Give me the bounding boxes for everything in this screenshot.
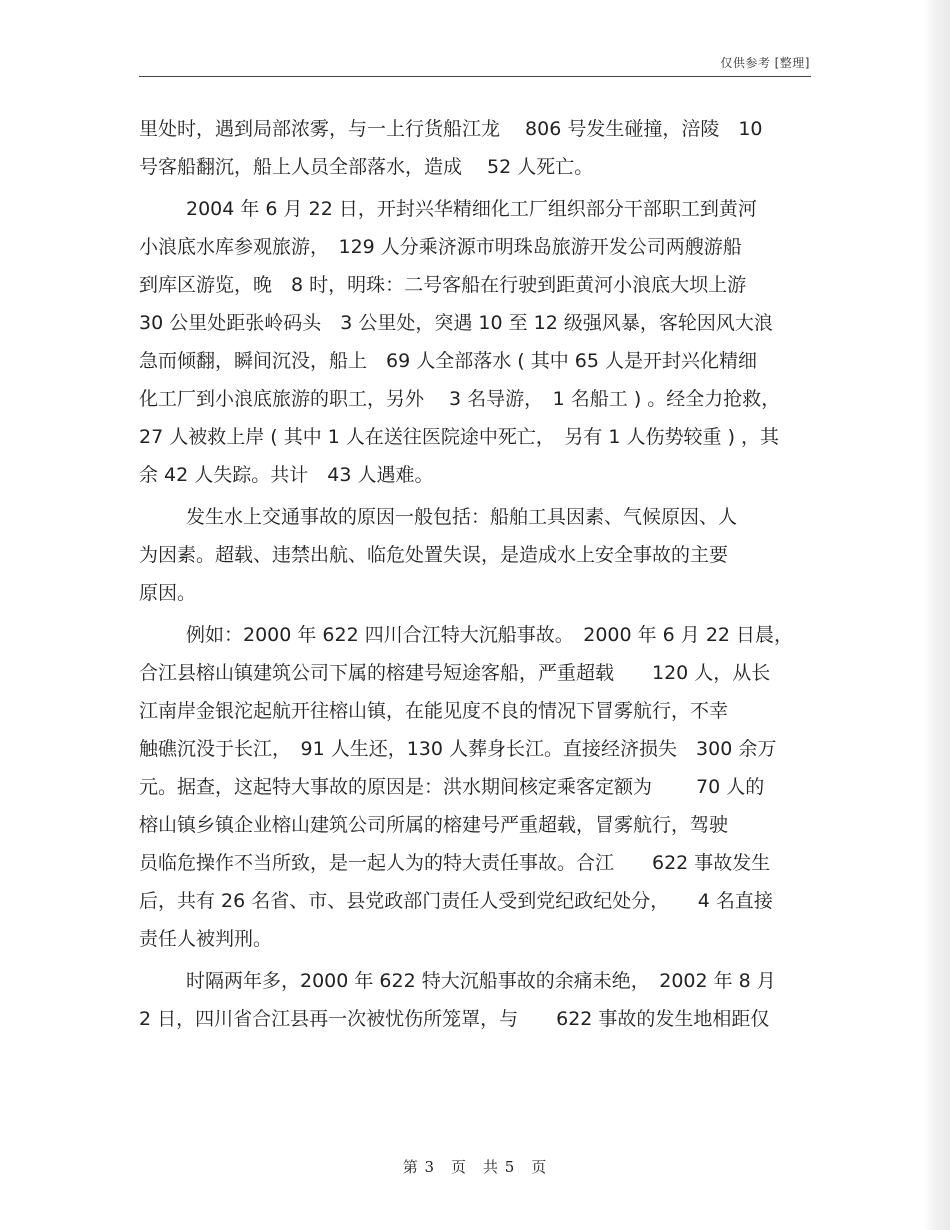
- text-line: 里处时，遇到局部浓雾，与一上行货船江龙 806 号发生碰撞，涪陵 10: [139, 118, 763, 140]
- text-line: 触礁沉没于长江， 91 人生还，130 人葬身长江。直接经济损失 300 余万: [139, 738, 777, 760]
- paragraph-start-line: 时隔两年多，2000 年 622 特大沉船事故的余痛未绝， 2002 年 8 月: [186, 970, 776, 992]
- text-line: 化工厂到小浪底旅游的职工，另外 3 名导游， 1 名船工 ) 。经全力抢救，: [139, 388, 781, 410]
- text-line: 急而倾翻，瞬间沉没，船上 69 人全部落水 ( 其中 65 人是开封兴化精细: [139, 350, 757, 372]
- text-line: 元。据查，这起特大事故的原因是：洪水期间核定乘客定额为 70 人的: [139, 776, 765, 798]
- text-line: 27 人被救上岸 ( 其中 1 人在送往医院途中死亡， 另有 1 人伤势较重 ) ，其: [139, 426, 780, 448]
- text-line: 江南岸金银沱起航开往榕山镇，在能见度不良的情况下冒雾航行，不幸: [139, 700, 729, 722]
- text-line: 为因素。超载、违禁出航、临危处置失误，是造成水上安全事故的主要: [139, 544, 729, 566]
- paragraph-start-line: 例如：2000 年 622 四川合江特大沉船事故。 2000 年 6 月 22 日晨，: [186, 624, 794, 646]
- text-line: 号客船翻沉，船上人员全部落水，造成 52 人死亡。: [139, 156, 594, 178]
- header-divider: [139, 76, 811, 77]
- paragraph-start-line: 2004 年 6 月 22 日，开封兴华精细化工厂组织部分干部职工到黄河: [186, 198, 757, 220]
- text-line: 余 42 人失踪。共计 43 人遇难。: [139, 464, 434, 486]
- page-number: 第 3 页 共 5 页: [402, 1158, 548, 1176]
- text-line: 榕山镇乡镇企业榕山建筑公司所属的榕建号严重超载，冒雾航行，驾驶: [139, 814, 729, 836]
- text-line: 小浪底水库参观旅游， 129 人分乘济源市明珠岛旅游开发公司两艘游船: [139, 236, 742, 258]
- page-edge-shadow: [924, 0, 950, 1230]
- header-note: 仅供参考 [整理]: [720, 56, 810, 70]
- paragraph-start-line: 发生水上交通事故的原因一般包括：船舶工具因素、气候原因、人: [186, 506, 738, 528]
- text-line: 2 日，四川省合江县再一次被忧伤所笼罩，与 622 事故的发生地相距仅: [139, 1008, 770, 1030]
- text-line: 到库区游览，晚 8 时，明珠：二号客船在行驶到距黄河小浪底大坝上游: [139, 274, 747, 296]
- body-text: [139, 110, 811, 1038]
- text-line: 原因。: [139, 582, 197, 604]
- text-line: 责任人被判刑。: [139, 928, 273, 950]
- text-line: 后，共有 26 名省、市、县党政部门责任人受到党纪政纪处分， 4 名直接: [139, 890, 773, 912]
- text-line: 员临危操作不当所致，是一起人为的特大责任事故。合江 622 事故发生: [139, 852, 771, 874]
- text-line: 合江县榕山镇建筑公司下属的榕建号短途客船，严重超载 120 人，从长: [139, 662, 771, 684]
- text-line: 30 公里处距张岭码头 3 公里处，突遇 10 至 12 级强风暴，客轮因风大浪: [139, 312, 773, 334]
